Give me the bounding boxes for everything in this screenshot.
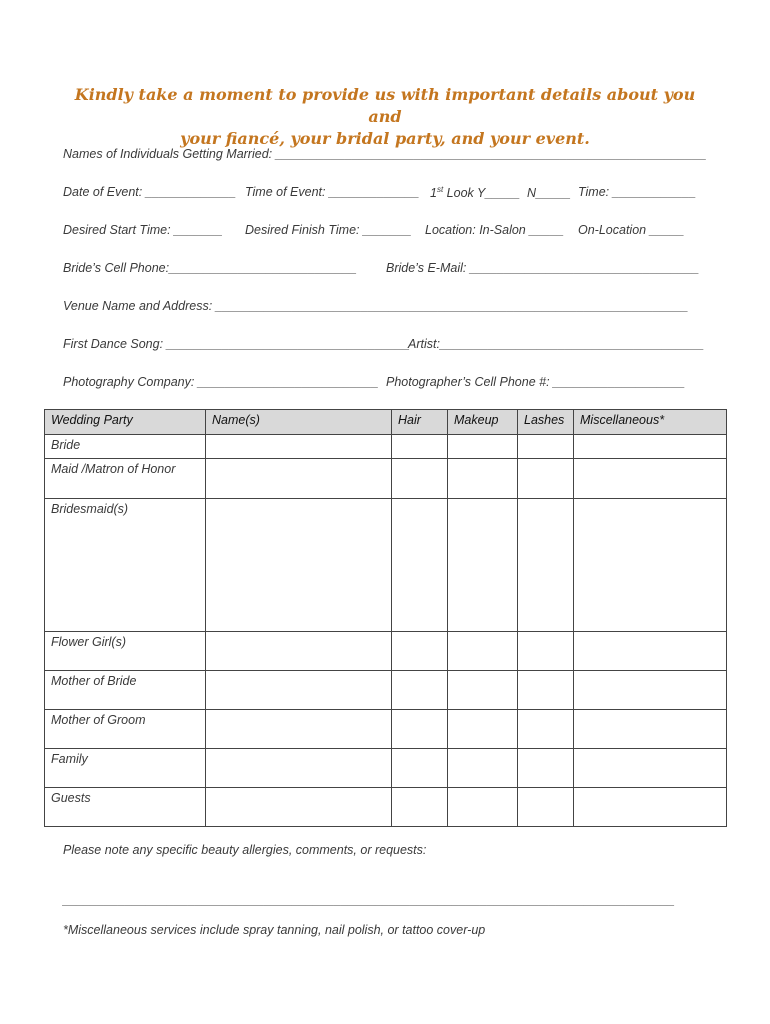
on-location-field[interactable]: On-Location _____	[578, 223, 685, 237]
first-look-number: 1	[430, 186, 437, 201]
names-cell[interactable]	[206, 788, 392, 827]
start-time-field[interactable]: Desired Start Time: _______	[63, 223, 223, 237]
table-row	[45, 459, 727, 499]
title-line-1: Kindly take a moment to provide us with important details about you and	[74, 85, 696, 126]
makeup-cell[interactable]	[448, 788, 518, 827]
table-row	[45, 749, 727, 788]
header-makeup: Makeup	[448, 410, 518, 435]
table-row	[45, 710, 727, 749]
lashes-cell[interactable]	[518, 749, 574, 788]
misc-cell[interactable]	[574, 632, 727, 671]
lashes-cell[interactable]	[518, 459, 574, 499]
header-miscellaneous: Miscellaneous*	[574, 410, 727, 435]
lashes-cell[interactable]	[518, 710, 574, 749]
makeup-cell[interactable]	[448, 499, 518, 632]
header-wedding-party: Wedding Party	[45, 410, 206, 435]
lashes-cell[interactable]	[518, 499, 574, 632]
hair-cell[interactable]	[392, 435, 448, 459]
row-label: Guests	[45, 788, 206, 827]
title-line-2: your fiancé, your bridal party, and your event.	[180, 129, 590, 148]
table-row	[45, 435, 727, 459]
header-hair: Hair	[392, 410, 448, 435]
first-look-options: Look Y_____ N_____	[443, 186, 571, 201]
misc-cell[interactable]	[574, 749, 727, 788]
event-date-field[interactable]: Date of Event: _____________	[63, 185, 237, 199]
venue-field[interactable]: Venue Name and Address: ____________________________________________________________________	[63, 299, 689, 313]
hair-cell[interactable]	[392, 632, 448, 671]
hair-cell[interactable]	[392, 459, 448, 499]
misc-footnote: *Miscellaneous services include spray tanning, nail polish, or tattoo cover-up	[63, 923, 486, 937]
row-label: Family	[45, 749, 206, 788]
photography-company-field[interactable]: Photography Company: __________________________	[63, 375, 379, 389]
hair-cell[interactable]	[392, 749, 448, 788]
bride-email-field[interactable]: Bride’s E-Mail: _________________________________	[386, 261, 700, 275]
makeup-cell[interactable]	[448, 459, 518, 499]
header-names: Name(s)	[206, 410, 392, 435]
in-salon-field[interactable]: Location: In-Salon _____	[425, 223, 564, 237]
row-label: Bride	[45, 435, 206, 459]
row-label: Maid /Matron of Honor	[45, 459, 206, 499]
row-label: Mother of Bride	[45, 671, 206, 710]
names-field[interactable]: Names of Individuals Getting Married: ______________________________________________________________	[63, 147, 707, 161]
makeup-cell[interactable]	[448, 632, 518, 671]
makeup-cell[interactable]	[448, 710, 518, 749]
lashes-cell[interactable]	[518, 788, 574, 827]
form-title	[60, 84, 710, 150]
names-cell[interactable]	[206, 459, 392, 499]
names-cell[interactable]	[206, 710, 392, 749]
row-label: Bridesmaid(s)	[45, 499, 206, 632]
names-cell[interactable]	[206, 632, 392, 671]
lashes-cell[interactable]	[518, 435, 574, 459]
comments-prompt: Please note any specific beauty allergies, comments, or requests:	[63, 843, 427, 857]
first-look-field[interactable]	[430, 185, 571, 200]
misc-cell[interactable]	[574, 788, 727, 827]
artist-field[interactable]: Artist:______________________________________	[408, 337, 705, 351]
makeup-cell[interactable]	[448, 749, 518, 788]
first-look-suffix: st	[436, 185, 444, 194]
misc-cell[interactable]	[574, 499, 727, 632]
wedding-party-table	[44, 409, 727, 827]
misc-cell[interactable]	[574, 710, 727, 749]
names-cell[interactable]	[206, 671, 392, 710]
names-cell[interactable]	[206, 435, 392, 459]
makeup-cell[interactable]	[448, 435, 518, 459]
bride-phone-field[interactable]: Bride’s Cell Phone:___________________________	[63, 261, 357, 275]
comments-field[interactable]: ________________________________________________________________________________________	[63, 893, 675, 907]
hair-cell[interactable]	[392, 671, 448, 710]
makeup-cell[interactable]	[448, 671, 518, 710]
row-label: Flower Girl(s)	[45, 632, 206, 671]
row-label: Mother of Groom	[45, 710, 206, 749]
lashes-cell[interactable]	[518, 671, 574, 710]
first-look-time-field[interactable]: Time: ____________	[578, 185, 697, 199]
finish-time-field[interactable]: Desired Finish Time: _______	[245, 223, 412, 237]
misc-cell[interactable]	[574, 435, 727, 459]
hair-cell[interactable]	[392, 788, 448, 827]
header-lashes: Lashes	[518, 410, 574, 435]
lashes-cell[interactable]	[518, 632, 574, 671]
table-row	[45, 632, 727, 671]
photographer-phone-field[interactable]: Photographer’s Cell Phone #: ___________________	[386, 375, 686, 389]
misc-cell[interactable]	[574, 459, 727, 499]
hair-cell[interactable]	[392, 499, 448, 632]
hair-cell[interactable]	[392, 710, 448, 749]
event-time-field[interactable]: Time of Event: _____________	[245, 185, 420, 199]
table-header-row	[45, 410, 727, 435]
misc-cell[interactable]	[574, 671, 727, 710]
table-row	[45, 788, 727, 827]
table-row	[45, 671, 727, 710]
names-cell[interactable]	[206, 749, 392, 788]
first-dance-song-field[interactable]: First Dance Song: ___________________________________	[63, 337, 410, 351]
names-cell[interactable]	[206, 499, 392, 632]
table-row	[45, 499, 727, 632]
